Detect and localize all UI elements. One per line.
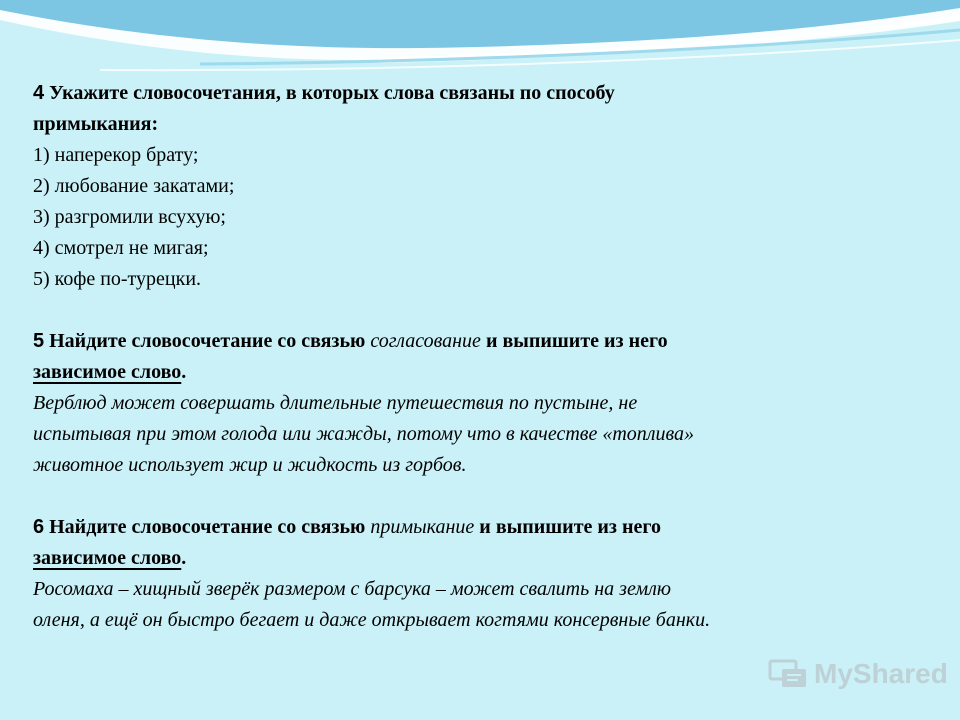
presentation-icon [768, 657, 808, 691]
question-5-title-line2: зависимое слово. [33, 361, 187, 383]
dependent-word-label: зависимое слово [33, 547, 182, 569]
term-adjoining: примыкание [370, 516, 475, 538]
watermark [768, 656, 948, 692]
question-5-text-line3: животное использует жир и жидкость из горбов. [33, 454, 467, 476]
question-6-text-line1: Росомаха – хищный зверёк размером с барсука – может свалить на землю [33, 578, 671, 600]
question-5 [33, 326, 948, 481]
option-5: 5) кофе по-турецки. [33, 268, 202, 290]
option-1: 1) наперекор брату; [33, 144, 199, 166]
option-3: 3) разгромили всухую; [33, 206, 226, 228]
question-6-text-line2: оленя, а ещё он быстро бегает и даже открывает когтями консервные банки. [33, 609, 711, 631]
term-agreement: согласование [370, 330, 481, 352]
question-6-title-line2: зависимое слово. [33, 547, 187, 569]
option-2: 2) любование закатами; [33, 175, 235, 197]
question-5-title: 5 Найдите словосочетание со связью согласование и выпишите из него [33, 330, 668, 352]
question-5-text-line1: Верблюд может совершать длительные путешествия по пустыне, не [33, 392, 638, 414]
document-body [33, 78, 948, 636]
question-6 [33, 512, 948, 636]
question-4-title-line1: 4 Укажите словосочетания, в которых слова связаны по способу [33, 82, 615, 104]
question-6-title: 6 Найдите словосочетание со связью примыкание и выпишите из него [33, 516, 661, 538]
watermark-text: MyShared [814, 658, 948, 689]
question-4-title-line2: примыкания: [33, 113, 159, 135]
dependent-word-label: зависимое слово [33, 361, 182, 383]
option-4: 4) смотрел не мигая; [33, 237, 209, 259]
question-5-text-line2: испытывая при этом голода или жажды, потому что в качестве «топлива» [33, 423, 695, 445]
question-4 [33, 78, 948, 295]
